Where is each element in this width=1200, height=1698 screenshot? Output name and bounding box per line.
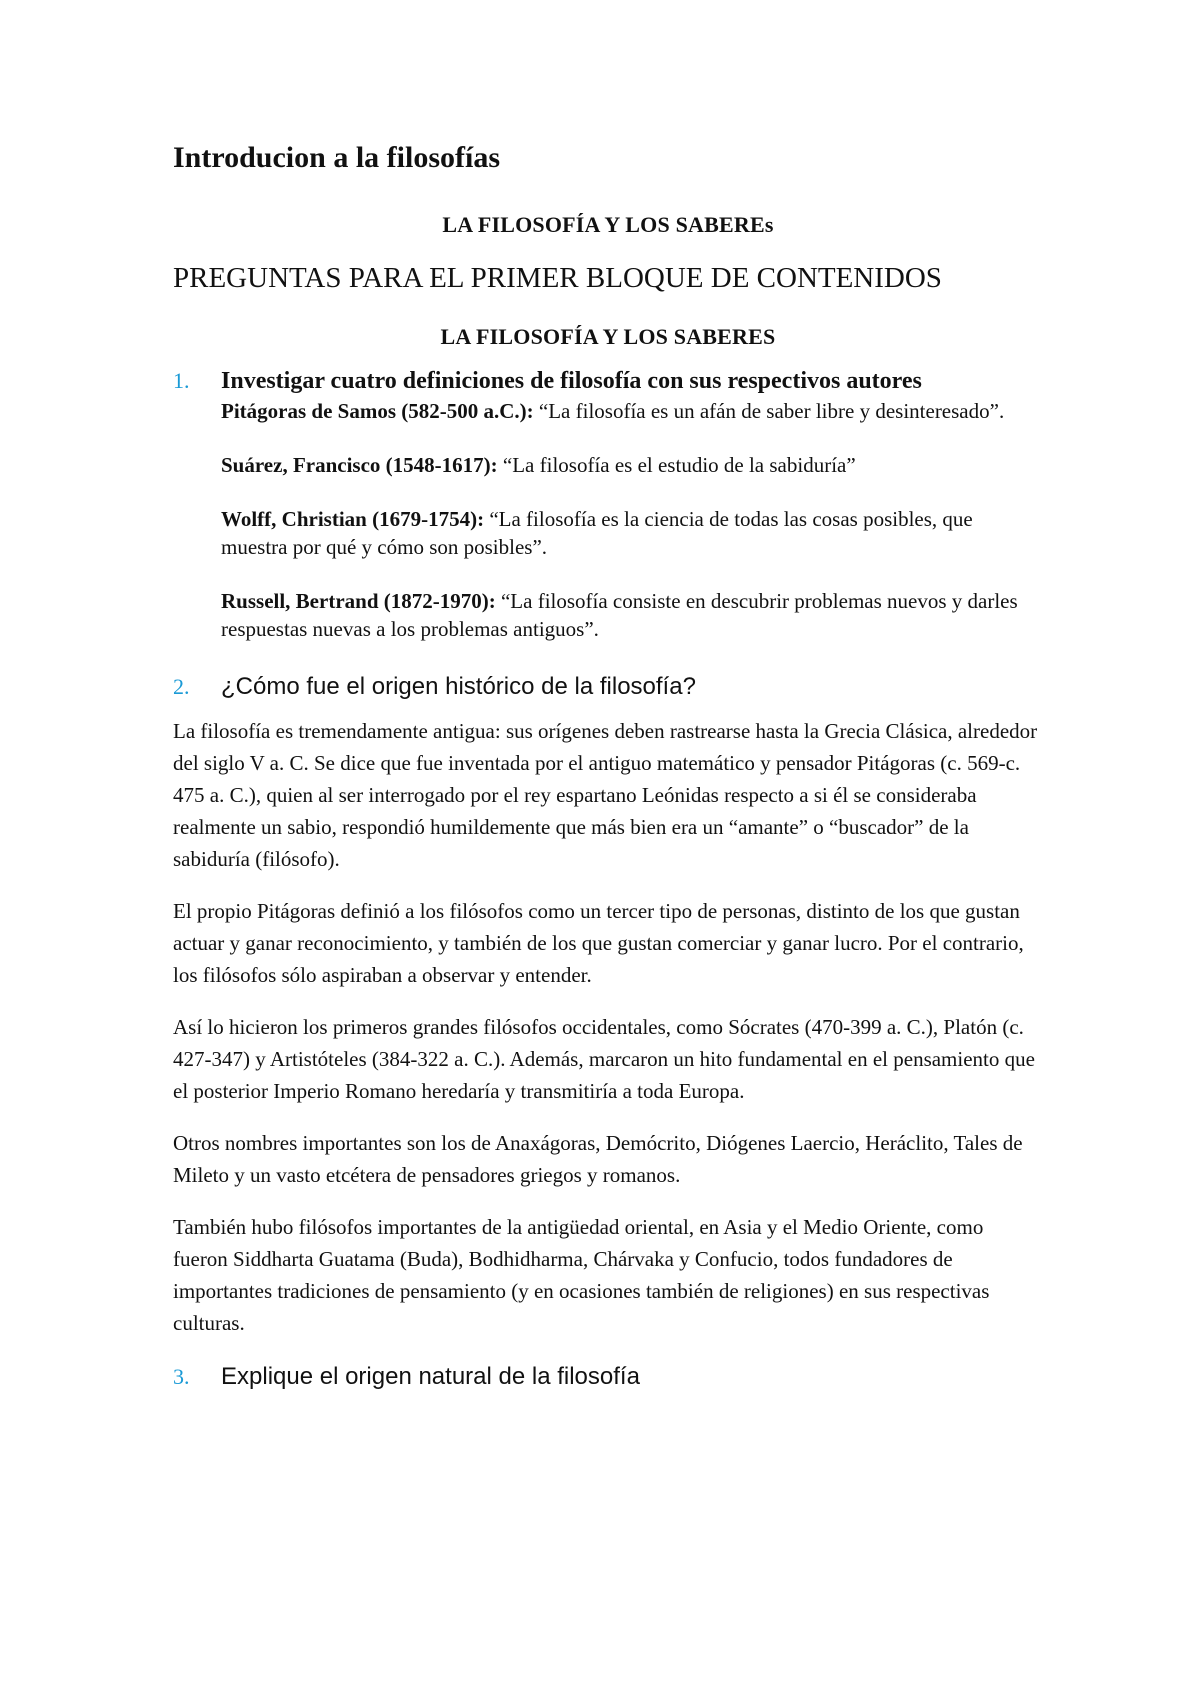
question-number: 2. bbox=[173, 674, 190, 699]
question-3 bbox=[173, 1363, 1043, 1391]
definition-author: Wolff, Christian (1679-1754): bbox=[221, 507, 485, 531]
body-paragraph: La filosofía es tremendamente antigua: sus orígenes deben rastrearse hasta la Grecia Clásica, alrededor del siglo V a. C. Se dice que fue inventada por el antiguo matemático y pensador Pitágoras (c. 569-c. 475 a. C.), quien al ser interrogado por el rey espartano Leónidas respecto a si él se consideraba realmente un sabio, respondió humildemente que más bien era un “amante” o “buscador” de la sabiduría (filósofo). bbox=[173, 719, 1038, 871]
definition-item bbox=[221, 505, 1043, 561]
body-paragraph: Otros nombres importantes son los de Anaxágoras, Demócrito, Diógenes Laercio, Heráclito, Tales de Mileto y un vasto etcétera de pensadores griegos y romanos. bbox=[173, 1131, 1023, 1187]
definition-item bbox=[221, 451, 1043, 479]
definition-quote: “La filosofía consiste en descubrir problemas nuevos y darles respuestas nuevas a los problemas antiguos”. bbox=[221, 589, 1018, 641]
definition-quote: “La filosofía es la ciencia de todas las cosas posibles, que muestra por qué y cómo son posibles”. bbox=[221, 507, 973, 559]
question-text: ¿Cómo fue el origen histórico de la filosofía? bbox=[221, 673, 696, 700]
definition-item bbox=[221, 587, 1043, 643]
question-2 bbox=[173, 673, 1043, 701]
main-heading: PREGUNTAS PARA EL PRIMER BLOQUE DE CONTENIDOS bbox=[173, 262, 942, 294]
question-number: 3. bbox=[173, 1364, 190, 1389]
body-paragraph: Así lo hicieron los primeros grandes filósofos occidentales, como Sócrates (470-399 a. C.), Platón (c. 427-347) y Artistóteles (384-322 a. C.). Además, marcaron un hito fundamental en el pensamiento que el posterior Imperio Romano heredaría y transmitiría a toda Europa. bbox=[173, 1015, 1035, 1103]
definitions-list bbox=[173, 397, 1043, 643]
question-text: Investigar cuatro definiciones de filosofía con sus respectivos autores bbox=[221, 368, 922, 394]
definition-author: Pitágoras de Samos (582-500 a.C.): bbox=[221, 399, 534, 423]
section-heading-saberes-2: LA FILOSOFÍA Y LOS SABERES bbox=[440, 324, 776, 349]
section-heading-saberes: LA FILOSOFÍA Y LOS SABEREs bbox=[442, 212, 774, 237]
question-text: Explique el origen natural de la filosofía bbox=[221, 1363, 640, 1390]
body-paragraph: También hubo filósofos importantes de la antigüedad oriental, en Asia y el Medio Oriente, como fueron Siddharta Guatama (Buda), Bodhidharma, Chárvaka y Confucio, todos fundadores de importantes tradiciones de pensamiento (y en ocasiones también de religiones) en sus respectivas culturas. bbox=[173, 1215, 990, 1335]
definition-author: Suárez, Francisco (1548-1617): bbox=[221, 453, 498, 477]
question-number: 1. bbox=[173, 368, 190, 393]
question-1 bbox=[173, 368, 1043, 395]
definition-author: Russell, Bertrand (1872-1970): bbox=[221, 589, 496, 613]
definition-quote: “La filosofía es un afán de saber libre y desinteresado”. bbox=[533, 399, 1005, 423]
document-content bbox=[173, 140, 1043, 1391]
definition-item bbox=[221, 397, 1043, 425]
body-paragraph: El propio Pitágoras definió a los filósofos como un tercer tipo de personas, distinto de los que gustan actuar y ganar reconocimiento, y también de los que gustan comerciar y ganar lucro. Por el contrario, los filósofos sólo aspiraban a observar y entender. bbox=[173, 899, 1024, 987]
definition-quote: “La filosofía es el estudio de la sabiduría” bbox=[497, 453, 856, 477]
document-title: Introducion a la filosofías bbox=[173, 141, 500, 174]
